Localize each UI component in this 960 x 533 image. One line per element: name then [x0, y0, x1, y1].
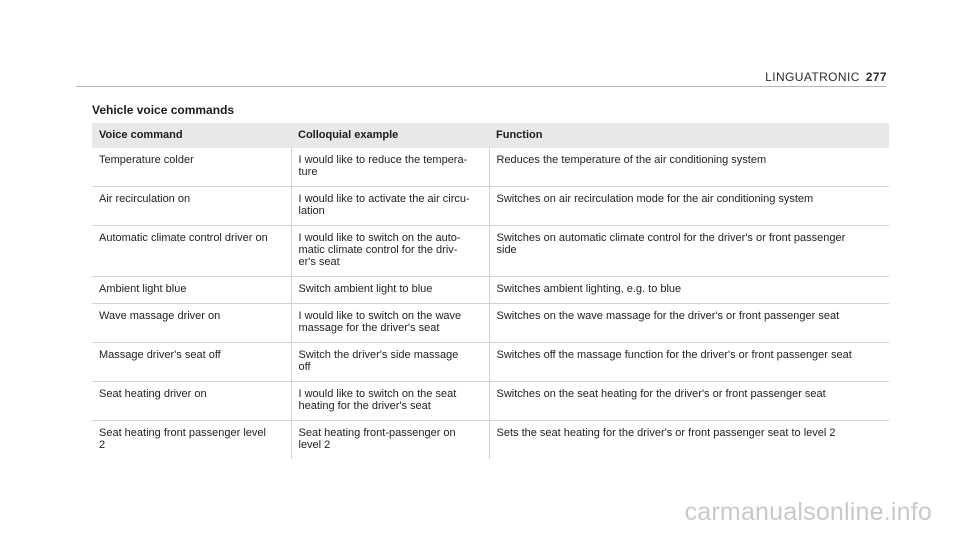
cell-voice-command: Air recirculation on — [92, 187, 291, 226]
voice-commands-table — [92, 123, 889, 459]
cell-colloquial-example: I would like to switch on the wave massage for the driver's seat — [291, 304, 489, 343]
cell-function: Reduces the temperature of the air conditioning system — [489, 148, 889, 187]
running-head — [765, 70, 887, 84]
cell-colloquial-example: I would like to reduce the tempera- ture — [291, 148, 489, 187]
table-row — [92, 187, 889, 226]
cell-colloquial-example: I would like to activate the air circu- lation — [291, 187, 489, 226]
cell-voice-command: Seat heating front passenger level 2 — [99, 427, 266, 451]
table-row — [92, 304, 889, 343]
page-number: 277 — [865, 70, 887, 84]
cell-colloquial-example: Switch ambient light to blue — [291, 277, 489, 304]
cell-function: Sets the seat heating for the driver's or front passenger seat to level 2 — [489, 421, 889, 460]
cell-function: Switches on the seat heating for the driver's or front passenger seat — [489, 382, 889, 421]
table-row — [92, 277, 889, 304]
cell-colloquial-example: I would like to switch on the auto- matic climate control for the driv- er's seat — [291, 226, 489, 277]
column-header-colloquial-example: Colloquial example — [291, 123, 489, 148]
cell-voice-command: Massage driver's seat off — [92, 343, 291, 382]
column-header-voice-command: Voice command — [92, 123, 291, 148]
table-row — [92, 382, 889, 421]
cell-colloquial-example: I would like to switch on the seat heating for the driver's seat — [291, 382, 489, 421]
cell-colloquial-example: Seat heating front-passenger on level 2 — [291, 421, 489, 460]
cell-voice-command: Wave massage driver on — [92, 304, 291, 343]
table-row — [92, 226, 889, 277]
cell-voice-command: Automatic climate control driver on — [92, 226, 291, 277]
cell-function: Switches on air recirculation mode for the air conditioning system — [489, 187, 889, 226]
cell-function: Switches on the wave massage for the driver's or front passenger seat — [489, 304, 889, 343]
table-row — [92, 343, 889, 382]
cell-function: Switches off the massage function for the driver's or front passenger seat — [489, 343, 889, 382]
cell-colloquial-example: Switch the driver's side massage off — [291, 343, 489, 382]
section-title: Vehicle voice commands — [92, 103, 235, 117]
table-row — [92, 421, 889, 460]
column-header-function: Function — [489, 123, 889, 148]
table-header-row — [92, 123, 889, 148]
table-row — [92, 148, 889, 187]
cell-voice-command: Temperature colder — [92, 148, 291, 187]
cell-voice-command: Ambient light blue — [92, 277, 291, 304]
cell-function: Switches ambient lighting, e.g. to blue — [489, 277, 889, 304]
cell-voice-command: Seat heating driver on — [92, 382, 291, 421]
header-rule — [76, 86, 886, 87]
running-head-label: LINGUATRONIC — [765, 70, 860, 84]
cell-function: Switches on automatic climate control for the driver's or front passenger side — [489, 226, 889, 277]
watermark: carmanualsonline.info — [684, 498, 932, 526]
